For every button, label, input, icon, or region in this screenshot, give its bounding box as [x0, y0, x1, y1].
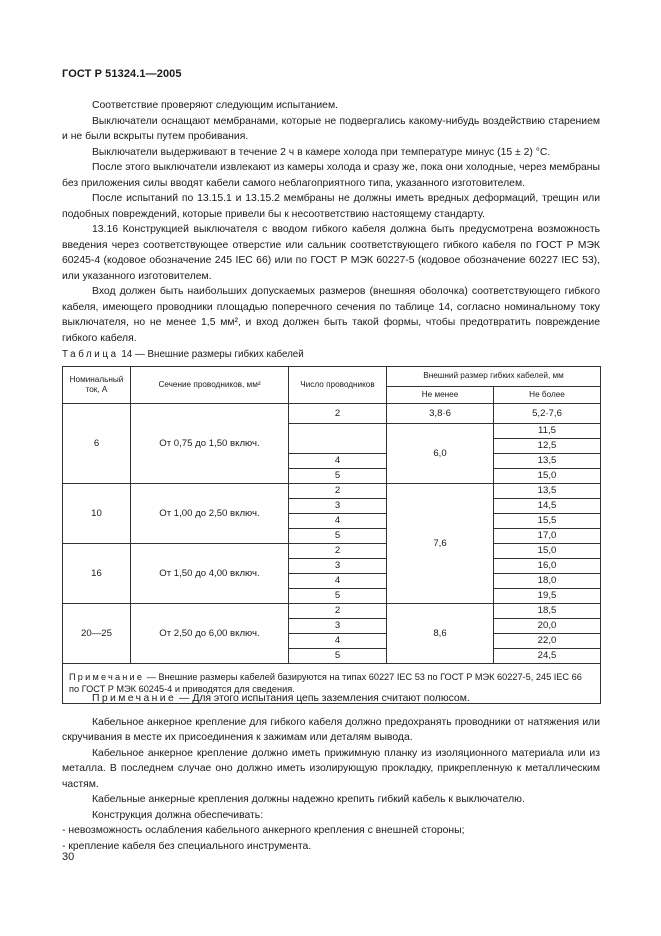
- cell-count: 4: [289, 634, 387, 649]
- table-note-text: — Внешние размеры кабелей базируются на типах 60227 IEC 53 по ГОСТ Р МЭК 60227-5, 245 IEC 66 по ГОСТ Р МЭК 60245-4 и приводятся для сведения.: [69, 672, 582, 694]
- note: [62, 691, 600, 707]
- header-outer-size: Внешний размер гибких кабелей, мм: [387, 367, 601, 387]
- cell-max: 19,5: [494, 589, 601, 604]
- document-header: ГОСТ Р 51324.1—2005: [62, 68, 182, 80]
- header-count: Число проводников: [289, 367, 387, 404]
- page-number: 30: [62, 851, 75, 863]
- cell-count: 4: [289, 454, 387, 469]
- table-caption-text: 14 — Внешние размеры гибких кабелей: [121, 349, 304, 360]
- cell-max: 20,0: [494, 619, 601, 634]
- cell-max: 13,5: [494, 484, 601, 499]
- cell-count: 5: [289, 469, 387, 484]
- cell-max: 14,5: [494, 499, 601, 514]
- cell-count: 3: [289, 499, 387, 514]
- table-caption: [62, 349, 304, 360]
- cell-min: 8,6: [387, 604, 494, 664]
- cell-count: 3: [289, 559, 387, 574]
- cell-count: 5: [289, 529, 387, 544]
- header-section: Сечение проводников, мм²: [131, 367, 289, 404]
- list-item: - крепление кабеля без специального инструмента.: [62, 840, 312, 852]
- cell-max: 15,0: [494, 469, 601, 484]
- cell-current: 10: [63, 484, 131, 544]
- cell-count: 5: [289, 649, 387, 664]
- paragraph: После этого выключатели извлекают из камеры холода и сразу же, пока они холодные, через мембраны без приложения силы вводят кабели самого неблагоприятного типа, указанного изготовителем.: [62, 162, 600, 189]
- cell-min: 3,8·6: [387, 404, 494, 424]
- cell-max: 5,2·7,6: [494, 404, 601, 424]
- cell-count: [289, 424, 387, 454]
- cell-count: 2: [289, 404, 387, 424]
- paragraph: Кабельное анкерное крепление должно иметь прижимную планку из изоляционного материала или из металла. В последнем случае оно должно иметь изолирующую прокладку, прикрепленную к металлическим частям.: [62, 747, 600, 790]
- header-min: Не менее: [387, 387, 494, 404]
- header-max: Не более: [494, 387, 601, 404]
- cell-max: 17,0: [494, 529, 601, 544]
- cell-current: 6: [63, 404, 131, 484]
- paragraph: Кабельное анкерное крепление для гибкого кабеля должно предохранять проводники от натяжения или скручивания в месте их присоединения к зажимам или деталям вывода.: [62, 716, 600, 743]
- table-note-prefix: Примечание: [69, 672, 145, 682]
- list-item: - невозможность ослабления кабельного анкерного крепления с внешней стороны;: [62, 825, 465, 836]
- paragraph: Вход должен быть наибольших допускаемых размеров (внешняя оболочка) соответствующего гибкого кабеля, имеющего проводники площадью поперечного сечения по таблице 14, согласно номинальному току выключателя, но не менее 1,5 мм², и вход должен быть такой формы, чтобы предотвратить повреждение гибкого кабеля.: [62, 286, 600, 344]
- cell-max: 18,0: [494, 574, 601, 589]
- cell-max: 11,5: [494, 424, 601, 439]
- cell-section: От 1,50 до 4,00 включ.: [131, 544, 289, 604]
- cell-section: От 2,50 до 6,00 включ.: [131, 604, 289, 664]
- paragraph: После испытаний по 13.15.1 и 13.15.2 мембраны не должны иметь вредных деформаций, трещин или подобных повреждений, которые привели бы к несоответствию настоящему стандарту.: [62, 193, 600, 220]
- cell-max: 22,0: [494, 634, 601, 649]
- cell-max: 24,5: [494, 649, 601, 664]
- cell-count: 2: [289, 604, 387, 619]
- cell-max: 15,5: [494, 514, 601, 529]
- table-caption-prefix: Таблица: [62, 349, 119, 360]
- cable-dimensions-table: [62, 366, 601, 704]
- cell-count: 2: [289, 484, 387, 499]
- body-text-bottom: [62, 691, 600, 854]
- cell-max: 13,5: [494, 454, 601, 469]
- paragraph: Соответствие проверяют следующим испытанием.: [92, 100, 338, 111]
- cell-min: 6,0: [387, 424, 494, 484]
- cell-max: 16,0: [494, 559, 601, 574]
- note-prefix: Примечание: [92, 693, 177, 704]
- cell-count: 4: [289, 574, 387, 589]
- note-text: — Для этого испытания цепь заземления считают полюсом.: [176, 693, 470, 704]
- paragraph: Выключатели выдерживают в течение 2 ч в камере холода при температуре минус (15 ± 2) °С.: [92, 146, 551, 158]
- paragraph: Конструкция должна обеспечивать:: [92, 809, 264, 821]
- cell-current: 16: [63, 544, 131, 604]
- cell-max: 18,5: [494, 604, 601, 619]
- cell-count: 3: [289, 619, 387, 634]
- paragraph: Кабельные анкерные крепления должны надежно крепить гибкий кабель к выключателю.: [92, 794, 525, 805]
- cell-max: 15,0: [494, 544, 601, 559]
- cell-min: 7,6: [387, 484, 494, 604]
- cell-count: 4: [289, 514, 387, 529]
- body-text-top: [62, 98, 600, 346]
- header-current: Номинальный ток, А: [63, 367, 131, 404]
- cell-count: 5: [289, 589, 387, 604]
- cell-max: 12,5: [494, 439, 601, 454]
- cell-current: 20—25: [63, 604, 131, 664]
- paragraph-13-16: 13.16 Конструкцией выключателя с вводом гибкого кабеля должна быть предусмотрена возможность введения через соответствующее отверстие или сальник соответствующего гибкого кабеля по ГОСТ Р МЭК 60245-4 (кодовое обозначение 245 IEC 66) или по ГОСТ Р МЭК 60227-5 (кодовое обозначение 60227 IEC 53), или указанного изготовителем.: [62, 224, 600, 282]
- cell-section: От 0,75 до 1,50 включ.: [131, 404, 289, 484]
- cell-section: От 1,00 до 2,50 включ.: [131, 484, 289, 544]
- paragraph: Выключатели оснащают мембранами, которые не подвергались какому-нибудь воздействию старением и не были вскрыты путем пробивания.: [62, 115, 600, 142]
- cell-count: 2: [289, 544, 387, 559]
